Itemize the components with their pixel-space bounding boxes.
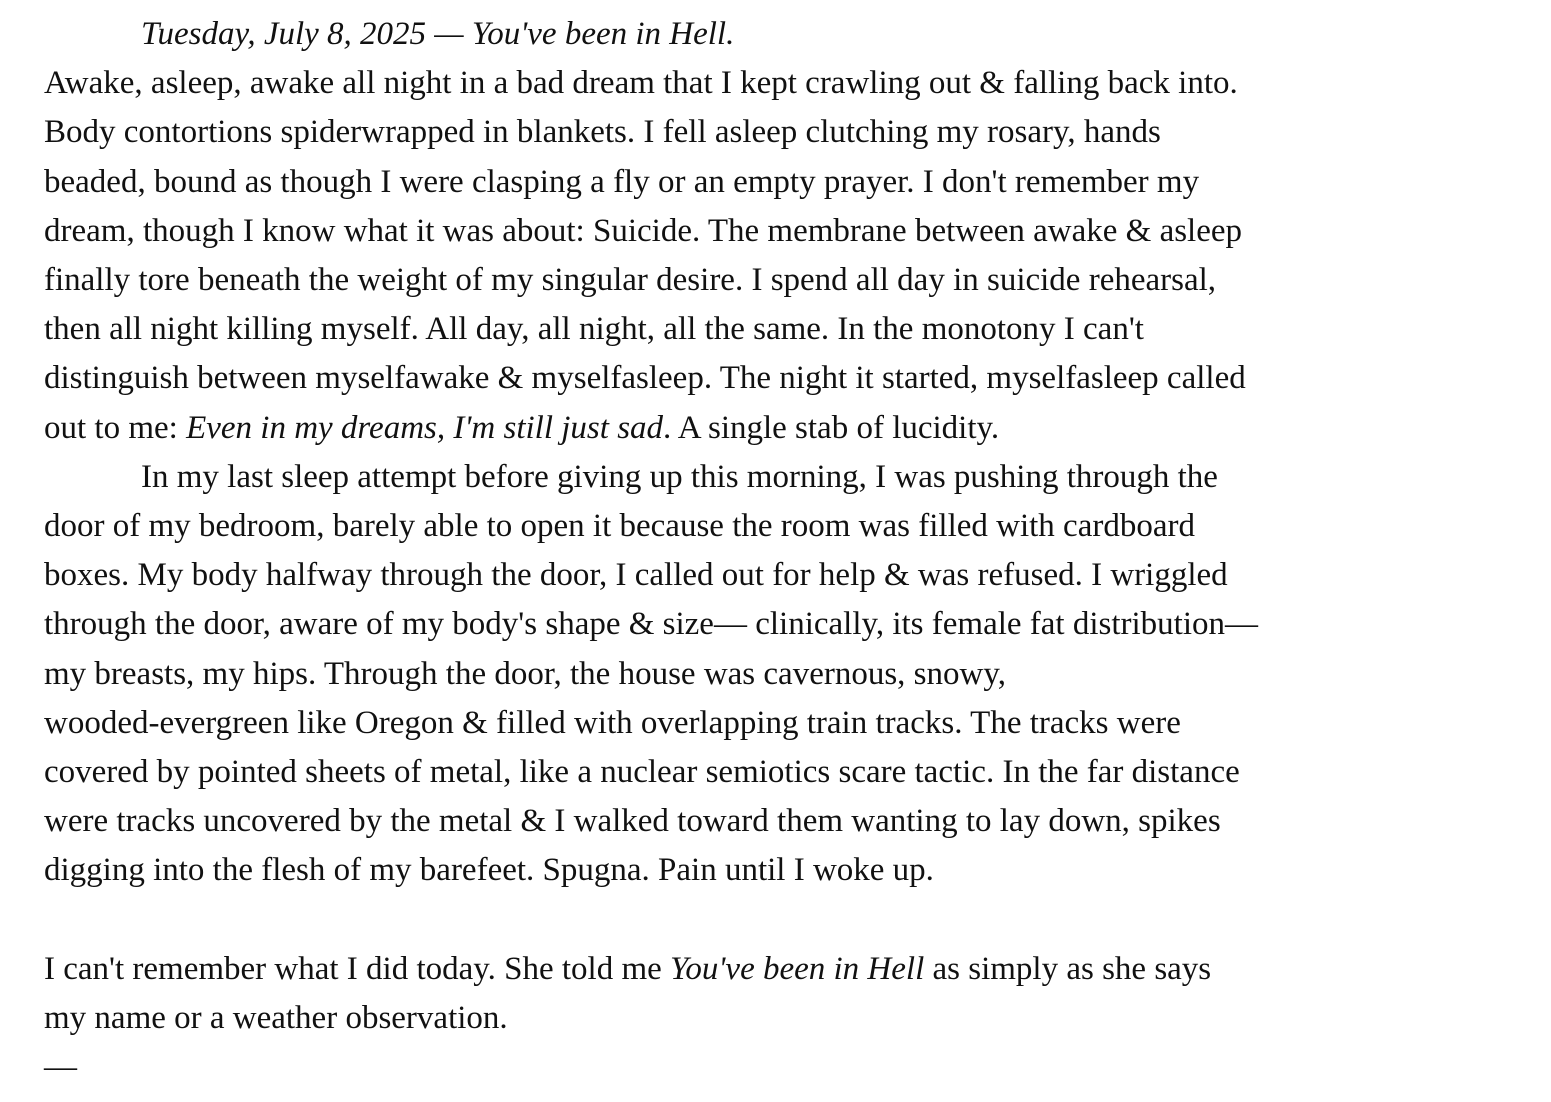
- paragraph-2-line: door of my bedroom, barely able to open it because the room was filled with cardboard: [44, 508, 1195, 545]
- paragraph-1-italic-quote: Even in my dreams, I'm still just sad: [186, 409, 664, 446]
- entry-heading-text: Tuesday, July 8, 2025 — You've been in Hell.: [141, 16, 735, 52]
- paragraph-1-line: Awake, asleep, awake all night in a bad dream that I kept crawling out & falling back into.: [44, 65, 1238, 102]
- entry-heading: [44, 10, 1444, 59]
- paragraph-2-line: In my last sleep attempt before giving up this morning, I was pushing through the: [141, 458, 1218, 495]
- paragraph-3-line-2: my name or a weather observation.: [44, 1000, 508, 1037]
- paragraph-1-line: beaded, bound as though I were clasping a fly or an empty prayer. I don't remember my: [44, 163, 1200, 200]
- paragraph-1-line: finally tore beneath the weight of my singular desire. I spend all day in suicide rehearsal,: [44, 262, 1217, 299]
- paragraph-gap: [44, 896, 1444, 945]
- paragraph-3-suffix: as simply as she says: [924, 950, 1212, 987]
- journal-entry: [44, 10, 1444, 1092]
- paragraph-1: [44, 59, 1444, 453]
- paragraph-3-italic-quote: You've been in Hell: [670, 950, 925, 987]
- paragraph-2: [44, 453, 1444, 896]
- paragraph-2-line: digging into the flesh of my barefeet. Spugna. Pain until I woke up.: [44, 852, 934, 889]
- paragraph-2-line: boxes. My body halfway through the door, I called out for help & was refused. I wriggled: [44, 557, 1228, 594]
- paragraph-2-line: covered by pointed sheets of metal, like a nuclear semiotics scare tactic. In the far distance: [44, 754, 1240, 791]
- paragraph-1-line: then all night killing myself. All day, all night, all the same. In the monotony I can't: [44, 311, 1144, 348]
- paragraph-1-last-line: [44, 404, 1444, 453]
- paragraph-1-line: dream, though I know what it was about: Suicide. The membrane between awake & asleep: [44, 212, 1243, 249]
- paragraph-1-line: distinguish between myselfawake & myselfasleep. The night it started, myselfasleep called: [44, 360, 1246, 397]
- paragraph-3: [44, 945, 1444, 1043]
- paragraph-1-line: Body contortions spiderwrapped in blankets. I fell asleep clutching my rosary, hands: [44, 114, 1161, 151]
- paragraph-2-line: through the door, aware of my body's shape & size— clinically, its female fat distribution—: [44, 606, 1259, 643]
- paragraph-3-prefix: I can't remember what I did today. She told me: [44, 950, 671, 987]
- paragraph-1-last-suffix: . A single stab of lucidity.: [663, 409, 1000, 446]
- paragraph-3-line-1: [44, 945, 1444, 994]
- end-mark: —: [44, 1049, 77, 1086]
- paragraph-2-line: wooded-evergreen like Oregon & filled with overlapping train tracks. The tracks were: [44, 704, 1181, 741]
- paragraph-2-line: my breasts, my hips. Through the door, the house was cavernous, snowy,: [44, 655, 1006, 692]
- paragraph-1-last-prefix: out to me:: [44, 409, 187, 446]
- paragraph-2-line: were tracks uncovered by the metal & I walked toward them wanting to lay down, spikes: [44, 803, 1221, 840]
